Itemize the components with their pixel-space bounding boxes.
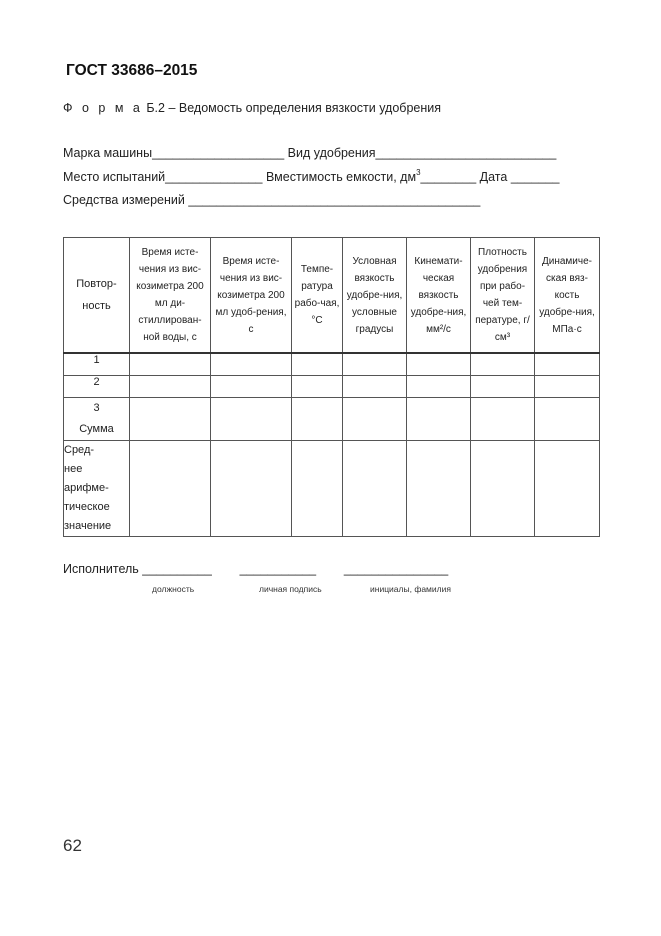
table-cell[interactable] — [407, 353, 471, 376]
table-cell[interactable] — [130, 353, 211, 376]
table-cell[interactable] — [211, 353, 292, 376]
table-cell[interactable] — [407, 376, 471, 398]
table-cell[interactable] — [292, 398, 343, 441]
mean-label-line: нее — [64, 463, 83, 475]
row-label: 1 — [64, 353, 130, 376]
fertilizer-type-label: Вид удобрения — [287, 146, 376, 160]
test-site-blank[interactable]: ______________ — [165, 170, 263, 184]
viscosity-table — [63, 237, 600, 537]
table-cell[interactable] — [292, 353, 343, 376]
mean-label-line: тическое — [64, 501, 110, 513]
table-cell[interactable] — [130, 376, 211, 398]
signature-blank[interactable]: ___________ — [239, 562, 317, 576]
row-label: 2 — [64, 376, 130, 398]
date-blank[interactable]: _______ — [510, 170, 560, 184]
form-title — [63, 101, 441, 115]
capacity-unit-sup: 3 — [416, 168, 421, 177]
header-conditional-viscosity: Условная вязкость удобре-ния, условные градусы — [343, 238, 407, 354]
table-row — [64, 398, 600, 441]
header-temperature: Темпе-ратура рабо-чая, °С — [292, 238, 343, 354]
header-kinematic-viscosity: Кинемати-ческая вязкость удобре-ния, мм²/с — [407, 238, 471, 354]
table-row — [64, 353, 600, 376]
caption-signature: личная подпись — [259, 584, 322, 594]
table-row — [64, 376, 600, 398]
capacity-blank[interactable]: ________ — [420, 170, 477, 184]
row-label: 3 — [93, 402, 100, 414]
table-row — [64, 441, 600, 537]
form-title-text: – Ведомость определения вязкости удобрения — [168, 101, 442, 115]
table-cell[interactable] — [407, 441, 471, 537]
machine-brand-blank[interactable]: ___________________ — [152, 146, 285, 160]
table-cell[interactable] — [407, 398, 471, 441]
table-cell[interactable] — [292, 376, 343, 398]
field-line-machine — [63, 146, 556, 160]
row-label: Сумма — [79, 423, 114, 435]
date-label: Дата — [479, 170, 508, 184]
table-cell[interactable] — [343, 398, 407, 441]
table-cell[interactable] — [471, 353, 535, 376]
field-line-instruments — [63, 193, 480, 207]
standard-number: ГОСТ 33686–2015 — [66, 62, 198, 79]
header-water-flow-time: Время исте-чения из вис-козиметра 200 мл ди-стиллирован-ной воды, с — [130, 238, 211, 354]
executor-label: Исполнитель — [63, 562, 139, 576]
caption-name: инициалы, фамилия — [370, 584, 451, 594]
table-cell[interactable] — [343, 353, 407, 376]
instruments-blank[interactable]: __________________________________________ — [188, 193, 481, 207]
header-density: Плотность удобрения при рабо-чей тем-пературе, г/см³ — [471, 238, 535, 354]
table-cell[interactable] — [535, 353, 600, 376]
table-cell[interactable] — [343, 376, 407, 398]
table-cell[interactable] — [535, 398, 600, 441]
table-cell[interactable] — [211, 441, 292, 537]
table-cell[interactable] — [292, 441, 343, 537]
table-cell[interactable] — [535, 376, 600, 398]
capacity-label: Вместимость емкости, дм — [265, 170, 417, 184]
mean-label-line: Сред- — [64, 444, 95, 456]
table-cell[interactable] — [471, 398, 535, 441]
table-cell[interactable] — [211, 376, 292, 398]
table-cell[interactable] — [471, 441, 535, 537]
mean-label-line: арифме- — [64, 482, 109, 494]
position-blank[interactable]: __________ — [142, 562, 212, 576]
page-number: 62 — [63, 836, 82, 855]
row-label-mean — [64, 441, 130, 537]
name-blank[interactable]: _______________ — [343, 562, 449, 576]
executor-line — [63, 562, 448, 576]
test-site-label: Место испытаний — [63, 170, 166, 184]
header-dynamic-viscosity: Динамиче-ская вяз-кость удобре-ния, МПа·с — [535, 238, 600, 354]
form-label: Ф о р м а — [63, 101, 143, 115]
table-header-row — [64, 238, 600, 354]
table-cell[interactable] — [211, 398, 292, 441]
fertilizer-type-blank[interactable]: __________________________ — [375, 146, 557, 160]
mean-label-line: значение — [64, 520, 112, 532]
table-cell[interactable] — [130, 441, 211, 537]
table-cell[interactable] — [343, 441, 407, 537]
caption-position: должность — [152, 584, 195, 594]
machine-brand-label: Марка машины — [63, 146, 153, 160]
field-line-site — [63, 170, 559, 184]
table-cell[interactable] — [130, 398, 211, 441]
form-number: Б.2 — [146, 101, 165, 115]
table-cell[interactable] — [471, 376, 535, 398]
header-repetition: Повтор-ность — [64, 238, 130, 354]
table-cell[interactable] — [535, 441, 600, 537]
row-label-stack — [64, 398, 130, 441]
instruments-label: Средства измерений — [63, 193, 185, 207]
header-fertilizer-flow-time: Время исте-чения из вис-козиметра 200 мл удоб-рения, с — [211, 238, 292, 354]
